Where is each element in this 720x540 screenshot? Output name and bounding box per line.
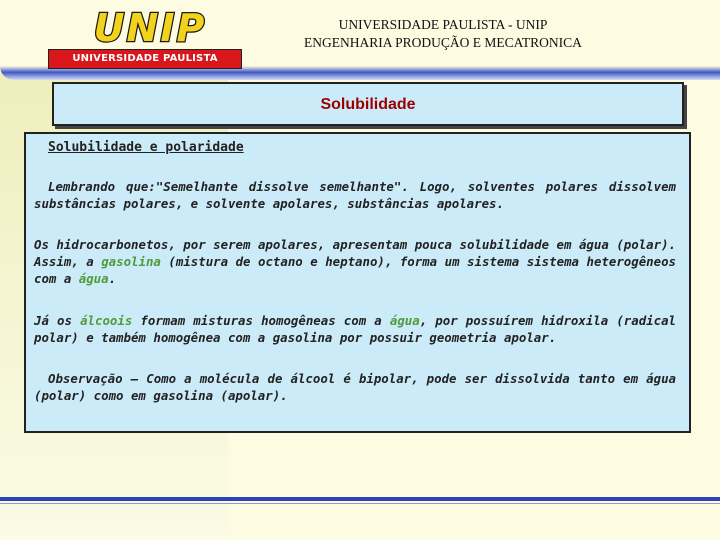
content-box (24, 132, 691, 433)
p2-part-b: (mistura de octano e heptano), forma um sistema sistema heterogêneos com a (34, 254, 676, 286)
header-line-2: ENGENHARIA PRODUÇÃO E MECATRONICA (304, 35, 582, 50)
unip-logo-wordmark (58, 9, 238, 45)
unip-logo (48, 9, 240, 63)
paragraph-4 (34, 370, 676, 404)
title-box (52, 82, 684, 126)
paragraph-1-text: Lembrando que:"Semelhante dissolve semelhante". Logo, solventes polares dissolvem substâncias polares, e solvente apolares, substâncias apolares. (34, 179, 676, 211)
paragraph-1 (34, 178, 676, 212)
section-subtitle: Solubilidade e polaridade (48, 140, 244, 155)
p3-highlight-agua: água (389, 313, 420, 328)
p3-highlight-alcoois: álcoois (80, 313, 133, 328)
p2-part-a: Os hidrocarbonetos, por serem apolares, apresentam pouca solubilidade em água (polar). Assim, a (34, 237, 676, 269)
page-header (258, 16, 628, 52)
footer-divider (0, 497, 720, 501)
p3-part-b: formam misturas homogêneas com a (132, 313, 390, 328)
p2-highlight-gasolina: gasolina (101, 254, 161, 269)
paragraph-4-text: Observação – Como a molécula de álcool é bipolar, pode ser dissolvida tanto em água (polar) como em gasolina (apolar). (34, 371, 676, 403)
p2-highlight-agua: água (78, 271, 109, 286)
svg-text:UNIP: UNIP (93, 9, 207, 45)
p3-part-a: Já os (34, 313, 81, 328)
logo-bar (48, 49, 242, 69)
logo-bar-text: UNIVERSIDADE PAULISTA (72, 53, 218, 64)
p3-part-c: , por possuírem hidroxila (radical polar) e também homogênea com a gasolina por possuir geometria apolar. (34, 313, 676, 345)
paragraph-2 (34, 236, 676, 287)
header-line-1: UNIVERSIDADE PAULISTA - UNIP (338, 17, 548, 32)
footer-divider-thin (0, 503, 720, 504)
paragraph-3 (34, 312, 676, 346)
slide-title: Solubilidade (320, 96, 416, 113)
p2-part-c: . (108, 271, 117, 286)
